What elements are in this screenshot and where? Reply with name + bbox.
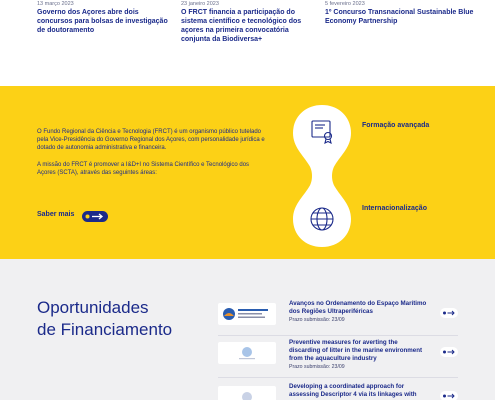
news-date: 13 março 2023 xyxy=(37,1,74,7)
opportunity-item[interactable] xyxy=(218,300,458,334)
saber-mais-label: Saber mais xyxy=(37,211,75,218)
feature-formacao[interactable]: Formação avançada xyxy=(362,122,430,129)
areas-graphic xyxy=(291,103,353,249)
divider xyxy=(218,377,458,378)
arrow-right-icon[interactable] xyxy=(440,391,458,400)
feature-internacionalizacao[interactable]: Internacionalização xyxy=(362,205,427,212)
program-logo xyxy=(218,342,276,364)
about-paragraph: A missão do FRCT é promover a I&D+I no Sistema Científico e Tecnológico dos Açores (SCTA), através das seguintes áreas: xyxy=(37,161,250,176)
about-paragraph: O Fundo Regional da Ciência e Tecnologia (FRCT) é um organismo público tutelado pela Vice-Presidência do Governo Regional dos Açores, com personalidade jurídica e dotado de autonomia administrativa e financeira. xyxy=(37,129,265,152)
heading-line: Oportunidades xyxy=(37,298,149,317)
program-logo xyxy=(218,303,276,325)
opportunity-title[interactable]: Developing a coordinated approach for assessing Descriptor 4 via its linkages with xyxy=(289,383,417,398)
arrow-right-icon[interactable] xyxy=(440,308,458,318)
opportunity-item[interactable] xyxy=(218,383,458,400)
opportunity-deadline: Prazo submissão: 23/09 xyxy=(289,364,345,370)
news-title[interactable]: O FRCT financia a participação do sistema científico e tecnológico dos açores na primeira convocatória conjunta da Biodiversa+ xyxy=(181,9,302,43)
arrow-right-icon[interactable] xyxy=(440,347,458,357)
news-item[interactable] xyxy=(37,0,172,35)
news-date: 23 janeiro 2023 xyxy=(181,1,219,7)
news-item[interactable] xyxy=(181,0,316,44)
opportunity-deadline: Prazo submissão: 23/09 xyxy=(289,317,345,323)
arrow-right-icon[interactable] xyxy=(82,209,108,220)
opportunity-item[interactable] xyxy=(218,339,458,373)
section-heading xyxy=(37,297,172,341)
news-title[interactable]: Governo dos Açores abre dois concursos para bolsas de investigação de doutoramento xyxy=(37,9,168,34)
opportunity-title[interactable]: Preventive measures for averting the discarding of litter in the marine environment from the aquaculture industry xyxy=(289,339,423,362)
news-strip xyxy=(0,0,495,86)
news-title[interactable]: 1º Concurso Transnacional Sustainable Blue Economy Partnership xyxy=(325,9,474,25)
news-item[interactable] xyxy=(325,0,475,26)
program-logo xyxy=(218,386,276,400)
financing-section xyxy=(0,259,495,400)
opportunity-title[interactable]: Avanços no Ordenamento do Espaço Marítimo dos Regiões Ultraperiféricas xyxy=(289,300,427,315)
about-text xyxy=(37,128,267,185)
divider xyxy=(218,335,458,336)
saber-mais-link[interactable] xyxy=(37,209,108,220)
about-section xyxy=(0,86,495,259)
heading-line: de Financiamento xyxy=(37,320,173,339)
news-date: 5 fevereiro 2023 xyxy=(325,1,365,7)
